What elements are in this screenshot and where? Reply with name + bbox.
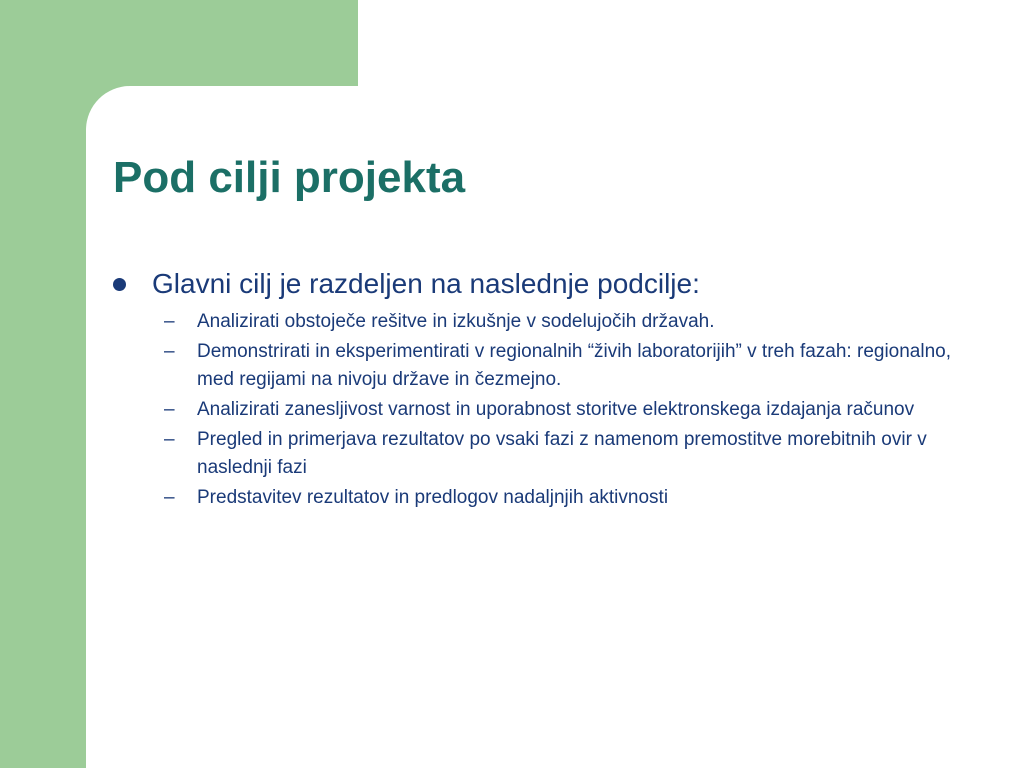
sub-bullet-item xyxy=(113,308,993,336)
main-bullet xyxy=(113,262,993,306)
slide-title: Pod cilji projekta xyxy=(113,153,466,202)
sub-bullet-list xyxy=(113,308,993,512)
sub-bullet-text: Analizirati obstoječe rešitve in izkušnje v sodelujočih državah. xyxy=(197,311,715,332)
dash-marker: – xyxy=(164,341,175,362)
slide-content xyxy=(113,262,993,514)
dash-marker: – xyxy=(164,311,175,332)
sub-bullet-item xyxy=(113,396,993,424)
sub-bullet-text: Pregled in primerjava rezultatov po vsaki fazi z namenom premostitve morebitnih ovir v naslednji fazi xyxy=(197,429,927,478)
dash-marker: – xyxy=(164,487,175,508)
sub-bullet-text: Analizirati zanesljivost varnost in uporabnost storitve elektronskega izdajanja računov xyxy=(197,399,915,420)
sub-bullet-text: Predstavitev rezultatov in predlogov nadaljnjih aktivnosti xyxy=(197,487,669,508)
sub-bullet-item xyxy=(113,426,993,482)
sub-bullet-item xyxy=(113,338,993,394)
sub-bullet-item xyxy=(113,484,993,512)
main-bullet-text: Glavni cilj je razdeljen na naslednje podcilje: xyxy=(152,268,700,299)
sub-bullet-text: Demonstrirati in eksperimentirati v regionalnih “živih laboratorijih” v treh fazah: regionalno, med regijami na nivoju države in čezmejno. xyxy=(197,341,952,390)
dash-marker: – xyxy=(164,399,175,420)
dash-marker: – xyxy=(164,429,175,450)
bullet-dot-icon xyxy=(113,278,126,291)
